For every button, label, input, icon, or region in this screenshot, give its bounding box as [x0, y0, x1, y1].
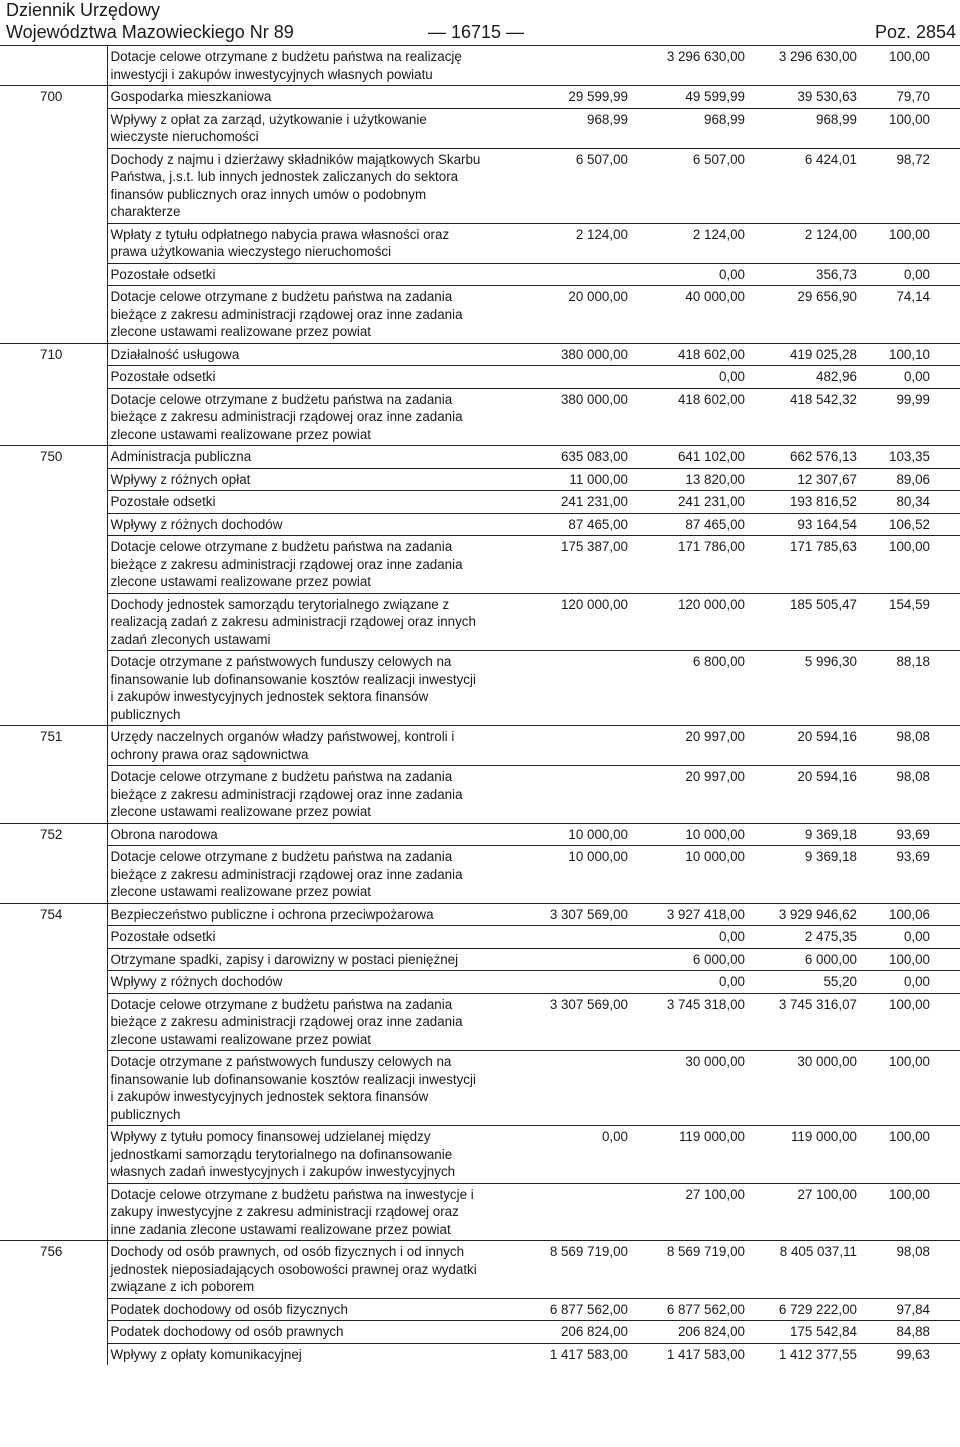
plan-value: 120 000,00 [489, 593, 630, 651]
plan-after-changes-value: 418 602,00 [630, 388, 747, 446]
plan-after-changes-value: 119 000,00 [630, 1126, 747, 1184]
execution-value: 12 307,67 [747, 468, 858, 491]
execution-value: 419 025,28 [747, 343, 858, 366]
section-row [0, 86, 960, 109]
table-row [0, 1298, 960, 1321]
plan-after-changes-value: 6 507,00 [630, 148, 747, 223]
section-code [0, 593, 107, 651]
plan-value: 6 507,00 [489, 148, 630, 223]
plan-after-changes-value: 1 417 583,00 [630, 1343, 747, 1365]
section-code [0, 491, 107, 514]
table-row [0, 593, 960, 651]
plan-value: 0,00 [489, 1126, 630, 1184]
percent-value: 100,00 [858, 1183, 960, 1241]
plan-value: 10 000,00 [489, 846, 630, 904]
plan-value: 175 387,00 [489, 536, 630, 594]
percent-value: 93,69 [858, 823, 960, 846]
section-code: 700 [0, 86, 107, 109]
plan-value [489, 948, 630, 971]
plan-value: 6 877 562,00 [489, 1298, 630, 1321]
table-row [0, 993, 960, 1051]
row-label: Urzędy naczelnych organów władzy państwowej, kontroli i ochrony prawa oraz sądownictwa [107, 726, 489, 766]
row-label: Obrona narodowa [107, 823, 489, 846]
plan-value: 380 000,00 [489, 388, 630, 446]
percent-value: 100,06 [858, 903, 960, 926]
plan-value: 3 307 569,00 [489, 903, 630, 926]
execution-value: 29 656,90 [747, 286, 858, 344]
plan-after-changes-value: 171 786,00 [630, 536, 747, 594]
percent-value: 100,00 [858, 948, 960, 971]
execution-value: 482,96 [747, 366, 858, 389]
plan-value [489, 366, 630, 389]
execution-value: 27 100,00 [747, 1183, 858, 1241]
execution-value: 8 405 037,11 [747, 1241, 858, 1299]
row-label: Dochody jednostek samorządu terytorialnego związane z realizacją zadań z zakresu administracji rządowej oraz innych zadań zleconych ustawami [107, 593, 489, 651]
section-code [0, 388, 107, 446]
row-label: Wpływy z opłat za zarząd, użytkowanie i użytkowanie wieczyste nieruchomości [107, 108, 489, 148]
plan-value [489, 766, 630, 824]
row-label: Dotacje celowe otrzymane z budżetu państwa na zadania bieżące z zakresu administracji rządowej oraz inne zadania zlecone ustawami realizowane przez powiat [107, 388, 489, 446]
section-code [0, 926, 107, 949]
plan-value: 87 465,00 [489, 513, 630, 536]
plan-after-changes-value: 3 296 630,00 [666, 49, 745, 64]
plan-value: 8 569 719,00 [489, 1241, 630, 1299]
plan-value: 635 083,00 [489, 446, 630, 469]
row-label: Wpływy z opłaty komunikacyjnej [107, 1343, 489, 1365]
section-code [0, 948, 107, 971]
plan-after-changes-value: 0,00 [630, 263, 747, 286]
table-row [0, 513, 960, 536]
execution-value: 171 785,63 [747, 536, 858, 594]
plan-value: 1 417 583,00 [489, 1343, 630, 1365]
row-label: Administracja publiczna [107, 446, 489, 469]
execution-value: 6 000,00 [747, 948, 858, 971]
section-row [0, 446, 960, 469]
plan-value: 2 124,00 [489, 223, 630, 263]
plan-after-changes-value: 30 000,00 [630, 1051, 747, 1126]
section-code: 754 [0, 903, 107, 926]
table-row [0, 366, 960, 389]
plan-after-changes-value: 49 599,99 [630, 86, 747, 109]
table-row [0, 1321, 960, 1344]
table-row [0, 468, 960, 491]
plan-after-changes-value: 10 000,00 [630, 846, 747, 904]
table-row [0, 1183, 960, 1241]
percent-value: 98,08 [858, 766, 960, 824]
row-label: Pozostałe odsetki [107, 366, 489, 389]
percent-value: 80,34 [858, 491, 960, 514]
page-number: — 16715 — [428, 22, 525, 42]
section-code [0, 971, 107, 994]
section-code [0, 1343, 107, 1365]
table-row [0, 971, 960, 994]
plan-after-changes-value: 241 231,00 [630, 491, 747, 514]
row-label: Dotacje celowe otrzymane z budżetu państwa na zadania bieżące z zakresu administracji rządowej oraz inne zadania zlecone ustawami realizowane przez powiat [107, 993, 489, 1051]
plan-value: 29 599,99 [489, 86, 630, 109]
row-label: Gospodarka mieszkaniowa [107, 86, 489, 109]
execution-value: 6 729 222,00 [747, 1298, 858, 1321]
table-row [0, 766, 960, 824]
table-row [0, 148, 960, 223]
table-row [0, 536, 960, 594]
plan-after-changes-value: 6 877 562,00 [630, 1298, 747, 1321]
section-row [0, 823, 960, 846]
execution-value: 418 542,32 [747, 388, 858, 446]
percent-value: 100,00 [858, 536, 960, 594]
percent-value: 100,00 [858, 1126, 960, 1184]
plan-value [489, 1183, 630, 1241]
row-label: Dochody od osób prawnych, od osób fizycznych i od innych jednostek nieposiadających osobowości prawnej oraz wydatki związane z ich poborem [107, 1241, 489, 1299]
row-label: Dotacje celowe otrzymane z budżetu państwa na zadania bieżące z zakresu administracji rządowej oraz inne zadania zlecone ustawami realizowane przez powiat [107, 846, 489, 904]
section-code [0, 108, 107, 148]
execution-value: 39 530,63 [747, 86, 858, 109]
budget-table-body [0, 46, 960, 1365]
percent-value: 98,08 [858, 1241, 960, 1299]
percent-value: 93,69 [858, 846, 960, 904]
page-header [6, 0, 956, 44]
percent-value: 89,06 [858, 468, 960, 491]
row-label: Podatek dochodowy od osób prawnych [107, 1321, 489, 1344]
table-row [0, 948, 960, 971]
row-label: Podatek dochodowy od osób fizycznych [107, 1298, 489, 1321]
table-row [0, 491, 960, 514]
plan-value: 380 000,00 [489, 343, 630, 366]
execution-value: 9 369,18 [747, 846, 858, 904]
row-label: Otrzymane spadki, zapisy i darowizny w postaci pieniężnej [107, 948, 489, 971]
section-code [0, 1183, 107, 1241]
table-row [0, 846, 960, 904]
journal-subtitle: Województwa Mazowieckiego Nr 89 [6, 22, 294, 42]
section-code [0, 536, 107, 594]
row-label: Dotacje otrzymane z państwowych funduszy celowych na finansowanie lub dofinansowanie kosztów realizacji inwestycji i zakupów inwestycyjnych jednostek sektora finansów publicznych [107, 1051, 489, 1126]
execution-value: 30 000,00 [747, 1051, 858, 1126]
plan-after-changes-value: 968,99 [630, 108, 747, 148]
execution-value: 3 296 630,00 [778, 49, 857, 64]
section-row [0, 1241, 960, 1299]
execution-value: 968,99 [747, 108, 858, 148]
percent-value: 0,00 [858, 263, 960, 286]
percent-value: 100,00 [858, 223, 960, 263]
execution-value: 1 412 377,55 [747, 1343, 858, 1365]
row-label: Wpłaty z tytułu odpłatnego nabycia prawa własności oraz prawa użytkowania wieczystego nieruchomości [107, 223, 489, 263]
percent-value: 98,72 [858, 148, 960, 223]
percent-value: 98,08 [858, 726, 960, 766]
percent-value: 99,99 [858, 388, 960, 446]
section-code [0, 846, 107, 904]
percent-value: 97,84 [858, 1298, 960, 1321]
plan-value [489, 651, 630, 726]
row-label: Dotacje celowe otrzymane z budżetu państwa na zadania bieżące z zakresu administracji rządowej oraz inne zadania zlecone ustawami realizowane przez powiat [107, 536, 489, 594]
plan-after-changes-value: 10 000,00 [630, 823, 747, 846]
table-row [0, 651, 960, 726]
row-label: Dotacje celowe otrzymane z budżetu państwa na zadania bieżące z zakresu administracji rządowej oraz inne zadania zlecone ustawami realizowane przez powiat [107, 766, 489, 824]
percent-value: 0,00 [858, 971, 960, 994]
percent-value: 79,70 [858, 86, 960, 109]
row-label: Bezpieczeństwo publiczne i ochrona przeciwpożarowa [107, 903, 489, 926]
table-row [0, 1051, 960, 1126]
plan-after-changes-value: 0,00 [630, 971, 747, 994]
plan-value: 11 000,00 [489, 468, 630, 491]
plan-value [489, 263, 630, 286]
row-label: Wpływy z różnych dochodów [107, 971, 489, 994]
plan-value [489, 46, 630, 86]
row-label: Dotacje celowe otrzymane z budżetu państwa na zadania bieżące z zakresu administracji rządowej oraz inne zadania zlecone ustawami realizowane przez powiat [107, 286, 489, 344]
section-code: 710 [0, 343, 107, 366]
plan-after-changes-value: 3 745 318,00 [630, 993, 747, 1051]
section-code [0, 651, 107, 726]
plan-after-changes-value: 206 824,00 [630, 1321, 747, 1344]
plan-after-changes-value: 0,00 [630, 366, 747, 389]
percent-value: 100,00 [858, 993, 960, 1051]
section-code [0, 1321, 107, 1344]
table-row [0, 1343, 960, 1365]
percent-value: 0,00 [858, 366, 960, 389]
percent-value: 74,14 [858, 286, 960, 344]
section-code [0, 223, 107, 263]
plan-value [489, 726, 630, 766]
percent-value: 99,63 [858, 1343, 960, 1365]
row-label: Dotacje otrzymane z państwowych funduszy celowych na finansowanie lub dofinansowanie kosztów realizacji inwestycji i zakupów inwestycyjnych jednostek sektora finansów publicznych [107, 651, 489, 726]
row-label: Dotacje celowe otrzymane z budżetu państwa na realizację inwestycji i zakupów inwestycyjnych własnych powiatu [110, 49, 462, 82]
execution-value: 20 594,16 [747, 726, 858, 766]
section-row [0, 903, 960, 926]
section-code [0, 766, 107, 824]
table-row [0, 223, 960, 263]
row-label: Pozostałe odsetki [107, 926, 489, 949]
table-row [0, 108, 960, 148]
section-code: 750 [0, 446, 107, 469]
section-code [0, 286, 107, 344]
plan-after-changes-value: 20 997,00 [630, 766, 747, 824]
section-code [0, 513, 107, 536]
row-label: Dotacje celowe otrzymane z budżetu państwa na inwestycje i zakupy inwestycyjne z zakresu administracji rządowej oraz inne zadania zlecone ustawami realizowane przez powiat [107, 1183, 489, 1241]
section-code [0, 46, 107, 86]
table-row [0, 388, 960, 446]
execution-value: 119 000,00 [747, 1126, 858, 1184]
execution-value: 175 542,84 [747, 1321, 858, 1344]
section-code [0, 366, 107, 389]
row-label: Wpływy z różnych opłat [107, 468, 489, 491]
percent-value: 100,00 [889, 49, 930, 64]
plan-after-changes-value: 120 000,00 [630, 593, 747, 651]
percent-value: 106,52 [858, 513, 960, 536]
position-number: Poz. 2854 [874, 22, 956, 42]
percent-value: 0,00 [858, 926, 960, 949]
row-label: Wpływy z tytułu pomocy finansowej udzielanej między jednostkami samorządu terytorialnego na dofinansowanie własnych zadań inwestycyjnych i zakupów inwestycyjnych [107, 1126, 489, 1184]
execution-value: 6 424,01 [747, 148, 858, 223]
plan-after-changes-value: 20 997,00 [630, 726, 747, 766]
percent-value: 100,00 [858, 108, 960, 148]
row-label: Dochody z najmu i dzierżawy składników majątkowych Skarbu Państwa, j.s.t. lub innych jednostek zaliczanych do sektora finansów publicznych oraz innych umów o podobnym charakterze [107, 148, 489, 223]
row-label: Wpływy z różnych dochodów [107, 513, 489, 536]
table-row [0, 926, 960, 949]
plan-value [489, 1051, 630, 1126]
plan-value: 10 000,00 [489, 823, 630, 846]
execution-value: 2 124,00 [747, 223, 858, 263]
plan-value [489, 926, 630, 949]
table-row [0, 46, 960, 86]
execution-value: 356,73 [747, 263, 858, 286]
table-row [0, 263, 960, 286]
execution-value: 5 996,30 [747, 651, 858, 726]
section-code [0, 263, 107, 286]
budget-table [0, 46, 960, 1365]
percent-value: 88,18 [858, 651, 960, 726]
section-row [0, 343, 960, 366]
section-row [0, 726, 960, 766]
section-code [0, 1298, 107, 1321]
section-code: 752 [0, 823, 107, 846]
execution-value: 2 475,35 [747, 926, 858, 949]
section-code: 751 [0, 726, 107, 766]
plan-after-changes-value: 3 927 418,00 [630, 903, 747, 926]
plan-value: 3 307 569,00 [489, 993, 630, 1051]
section-code: 756 [0, 1241, 107, 1299]
plan-after-changes-value: 6 000,00 [630, 948, 747, 971]
execution-value: 9 369,18 [747, 823, 858, 846]
section-code [0, 1051, 107, 1126]
section-code [0, 468, 107, 491]
plan-value: 206 824,00 [489, 1321, 630, 1344]
execution-value: 55,20 [747, 971, 858, 994]
execution-value: 3 929 946,62 [747, 903, 858, 926]
section-code [0, 148, 107, 223]
plan-after-changes-value: 6 800,00 [630, 651, 747, 726]
percent-value: 154,59 [858, 593, 960, 651]
section-code [0, 1126, 107, 1184]
journal-title: Dziennik Urzędowy [6, 0, 161, 20]
plan-value: 241 231,00 [489, 491, 630, 514]
percent-value: 100,10 [858, 343, 960, 366]
plan-after-changes-value: 27 100,00 [630, 1183, 747, 1241]
row-label: Pozostałe odsetki [107, 491, 489, 514]
plan-value: 968,99 [489, 108, 630, 148]
execution-value: 662 576,13 [747, 446, 858, 469]
percent-value: 100,00 [858, 1051, 960, 1126]
execution-value: 93 164,54 [747, 513, 858, 536]
execution-value: 20 594,16 [747, 766, 858, 824]
execution-value: 185 505,47 [747, 593, 858, 651]
row-label: Działalność usługowa [107, 343, 489, 366]
table-row [0, 1126, 960, 1184]
plan-after-changes-value: 2 124,00 [630, 223, 747, 263]
plan-after-changes-value: 87 465,00 [630, 513, 747, 536]
plan-after-changes-value: 641 102,00 [630, 446, 747, 469]
plan-after-changes-value: 418 602,00 [630, 343, 747, 366]
row-label: Pozostałe odsetki [107, 263, 489, 286]
percent-value: 84,88 [858, 1321, 960, 1344]
plan-after-changes-value: 40 000,00 [630, 286, 747, 344]
plan-after-changes-value: 0,00 [630, 926, 747, 949]
section-code [0, 993, 107, 1051]
percent-value: 103,35 [858, 446, 960, 469]
table-row [0, 286, 960, 344]
execution-value: 3 745 316,07 [747, 993, 858, 1051]
execution-value: 193 816,52 [747, 491, 858, 514]
plan-after-changes-value: 13 820,00 [630, 468, 747, 491]
plan-after-changes-value: 8 569 719,00 [630, 1241, 747, 1299]
plan-value [489, 971, 630, 994]
plan-value: 20 000,00 [489, 286, 630, 344]
